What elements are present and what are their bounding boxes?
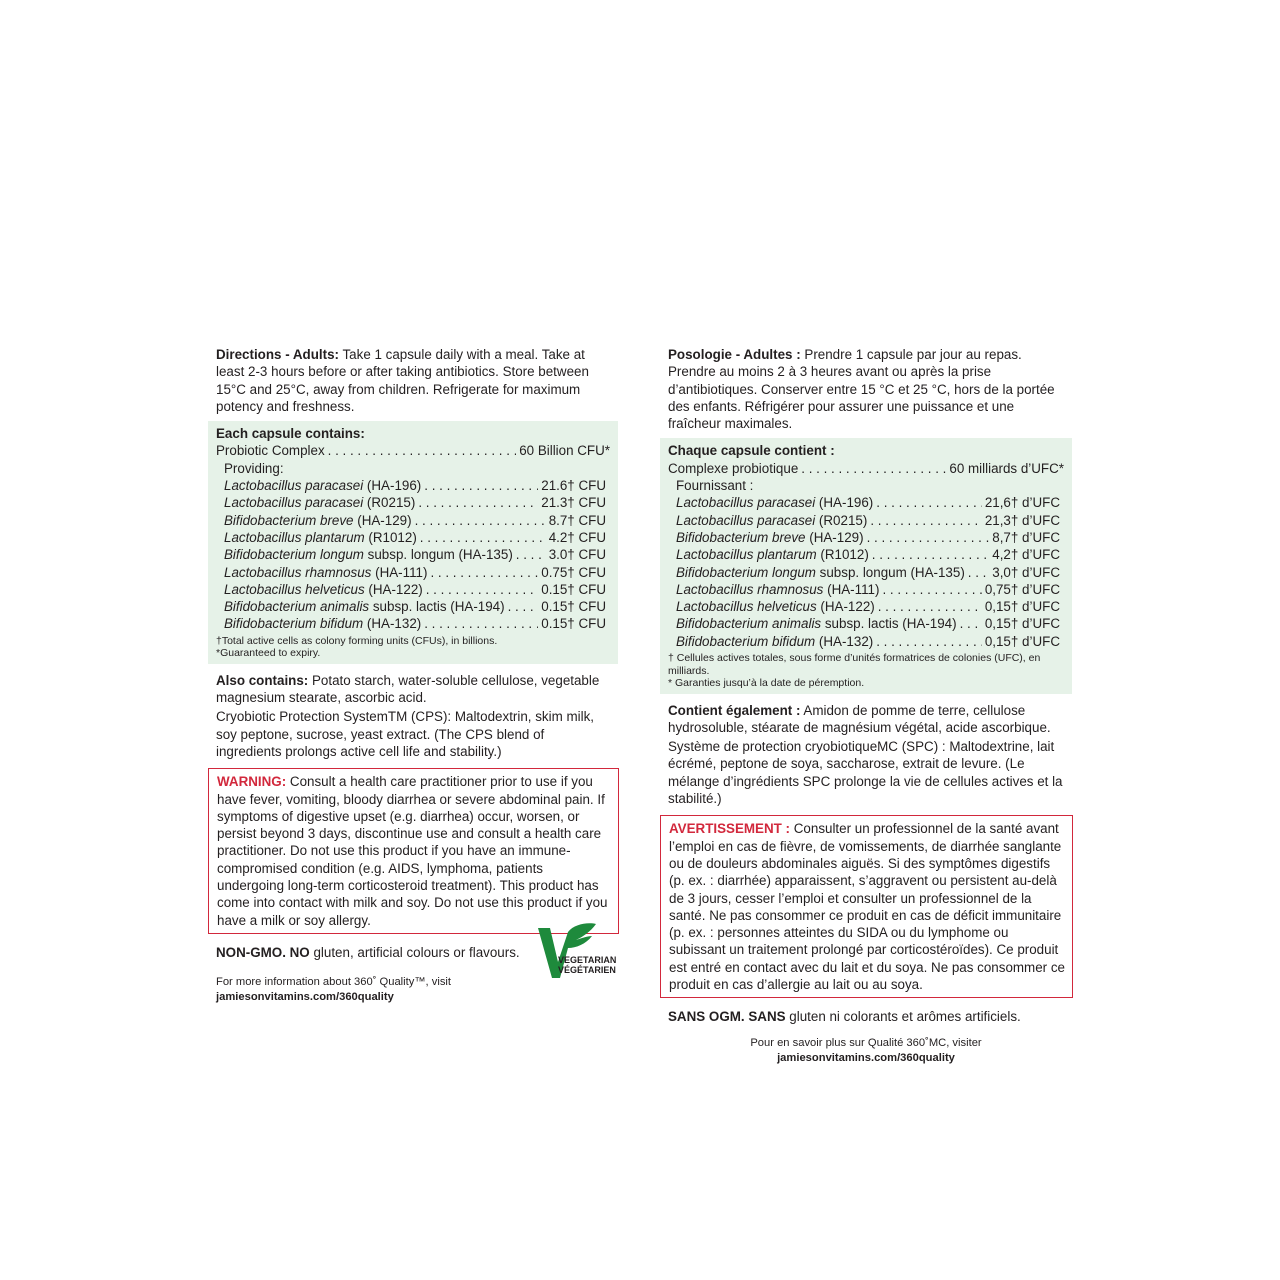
strain-row	[668, 512, 1064, 529]
posologie-text: Prendre 1 capsule par jour au repas. Prendre au moins 2 à 3 heures avant ou après la prise d’antibiotiques. Conserver entre 15 °C et 25 °C, hors de la portée des enfants. Réfrigérer pour assurer une puissance et une fraîcheur maximales.	[668, 347, 1055, 432]
capsule-contents-panel-fr	[660, 438, 1072, 693]
strain-species: Bifidobacterium breve	[224, 512, 354, 528]
more-info-fr	[668, 1036, 1064, 1066]
capsule-contents-panel	[208, 421, 618, 664]
strain-row	[216, 529, 610, 546]
warning-text: Consult a health care practitioner prior to use if you have fever, vomiting, bloody diarrhea or severe abdominal pain. If symptoms of digestive upset (e.g. diarrhea) occur, worsen, or persist beyond 3 days, discontinue use and consult a health care practitioner. Do not use this product if you have an immune-compromised condition (e.g. AIDS, lymphoma, patients undergoing long-term corticosteroid treatment). This product has come into contact with milk and soy. Do not use this product if you have a milk or soy allergy.	[217, 774, 608, 928]
complex-row-fr	[668, 460, 1064, 477]
strain-list	[216, 477, 610, 633]
strain-amount: 0.75† CFU	[541, 564, 606, 580]
complex-name: Probiotic Complex	[216, 443, 325, 459]
footnote-cfu: †Total active cells as colony forming units (CFUs), in billions.	[216, 634, 498, 647]
strain-species: Lactobacillus paracasei	[224, 478, 364, 494]
strain-code: (HA-122)	[816, 599, 875, 615]
strain-amount: 0,15† d’UFC	[984, 616, 1060, 632]
capsule-header: Each capsule contains:	[216, 426, 365, 442]
also-contains-paragraph	[216, 672, 610, 707]
strain-code: (R0215)	[363, 495, 416, 511]
directions-label: Directions - Adults:	[216, 347, 339, 362]
strain-species: Lactobacillus paracasei	[676, 495, 816, 511]
non-gmo-text-fr: gluten ni colorants et arômes artificiels.	[785, 1009, 1021, 1025]
strain-row	[216, 581, 610, 598]
strain-code: (HA-132)	[363, 616, 422, 632]
non-gmo-label: NON-GMO. NO	[216, 944, 310, 960]
strain-amount: 0.15† CFU	[541, 581, 606, 597]
posologie-paragraph	[668, 346, 1064, 432]
non-gmo-label-fr: SANS OGM. SANS	[668, 1009, 786, 1025]
strain-amount: 4,2† d’UFC	[992, 547, 1060, 563]
strain-row	[668, 546, 1064, 563]
complex-row	[216, 442, 610, 459]
strain-code: (HA-111)	[823, 581, 880, 597]
warning-box	[208, 768, 619, 934]
strain-species: Lactobacillus paracasei	[676, 512, 816, 528]
strain-amount: 8.7† CFU	[548, 512, 606, 528]
non-gmo-statement-fr	[668, 1008, 1064, 1025]
strain-species: Lactobacillus rhamnosus	[676, 581, 824, 597]
strain-row	[216, 512, 610, 529]
directions-paragraph	[216, 346, 610, 415]
more-info-text-fr: Pour en savoir plus sur Qualité 360˚MC, visiter	[750, 1036, 982, 1049]
strain-code: (R1012)	[816, 547, 869, 563]
strain-code: (HA-129)	[353, 512, 412, 528]
complex-amount: 60 Billion CFU*	[519, 443, 610, 459]
strain-code: (HA-132)	[815, 633, 874, 649]
strain-amount: 0,15† d’UFC	[984, 633, 1060, 649]
strain-row	[216, 615, 610, 632]
footnote-cfu-fr: † Cellules actives totales, sous forme d’unités formatrices de colonies (UFC), en milliards.	[668, 652, 1041, 677]
strain-species: Bifidobacterium animalis	[224, 599, 370, 615]
warning-label: WARNING:	[217, 774, 287, 790]
strain-amount: 8,7† d’UFC	[992, 529, 1060, 545]
directions-text: Take 1 capsule daily with a meal. Take at least 2-3 hours before or after taking antibiotics. Store between 15°C and 25°C, away from children. Refrigerate for maximum potency and freshness.	[216, 347, 589, 414]
footnote-expiry: *Guaranteed to expiry.	[216, 647, 321, 660]
strain-row	[216, 598, 610, 615]
strain-amount: 0,75† d’UFC	[984, 581, 1060, 597]
strain-code: (HA-196)	[363, 478, 422, 494]
strain-species: Lactobacillus plantarum	[676, 547, 817, 563]
providing-label-fr: Fournissant :	[676, 478, 754, 494]
strain-species: Lactobacillus rhamnosus	[224, 564, 372, 580]
strain-code: (HA-122)	[364, 581, 423, 597]
strain-row	[216, 546, 610, 563]
also-contains-text-fr: Amidon de pomme de terre, cellulose hydrosoluble, stéarate de magnésium végétal, acide ascorbique.	[668, 702, 1051, 735]
french-column	[668, 346, 1064, 1066]
posologie-label: Posologie - Adultes :	[668, 347, 801, 362]
providing-label: Providing:	[224, 460, 284, 476]
strain-code: subsp. lactis (HA-194)	[821, 616, 957, 632]
strain-amount: 3.0† CFU	[548, 547, 606, 563]
strain-code: (R0215)	[815, 512, 868, 528]
strain-row	[668, 615, 1064, 632]
complex-amount-fr: 60 milliards d’UFC*	[949, 460, 1064, 476]
vegetarian-logo-text: VEGETARIAN VÉGÉTARIEN	[558, 955, 617, 975]
strain-species: Bifidobacterium bifidum	[224, 616, 364, 632]
strain-species: Lactobacillus plantarum	[224, 529, 365, 545]
strain-species: Bifidobacterium animalis	[676, 616, 822, 632]
strain-species: Bifidobacterium longum	[676, 564, 816, 580]
strain-species: Bifidobacterium longum	[224, 547, 364, 563]
footnote-expiry-fr: * Garanties jusqu’à la date de péremption.	[668, 677, 865, 690]
strain-code: subsp. longum (HA-135)	[363, 547, 513, 563]
strain-row	[216, 564, 610, 581]
warning-label-fr: AVERTISSEMENT :	[669, 821, 791, 837]
strain-amount: 21.6† CFU	[541, 478, 606, 494]
strain-amount: 0,15† d’UFC	[984, 599, 1060, 615]
strain-amount: 0.15† CFU	[541, 599, 606, 615]
english-column	[216, 346, 610, 1005]
strain-row	[216, 477, 610, 494]
warning-box-fr	[660, 815, 1073, 998]
strain-amount: 0.15† CFU	[541, 616, 606, 632]
strain-amount: 21,3† d’UFC	[984, 512, 1060, 528]
complex-name-fr: Complexe probiotique	[668, 460, 799, 476]
more-info-url-fr[interactable]: jamiesonvitamins.com/360quality	[777, 1051, 955, 1064]
strain-amount: 4.2† CFU	[548, 529, 606, 545]
more-info-url[interactable]: jamiesonvitamins.com/360quality	[216, 991, 394, 1004]
strain-list-fr	[668, 494, 1064, 650]
non-gmo-text: gluten, artificial colours or flavours.	[309, 944, 520, 960]
strain-row	[668, 598, 1064, 615]
warning-text-fr: Consulter un professionnel de la santé avant l’emploi en cas de fièvre, de vomissements, de diarrhée sanglante ou de douleurs abdominales aiguës. Si des symptômes digestifs (p. ex. : diarrhée) apparaissent, s’aggravent ou persistent au-delà de 3 jours, cesser l’emploi et consulter un professionnel de la santé. Ne pas consommer ce produit en cas de déficit immunitaire (p. ex. : personnes atteintes du SIDA ou du lymphome ou subissant un traitement prolongé par corticostéroïdes). Ce produit est entré en contact avec du lait et du soya. Ne pas consommer ce produit en cas d’allergie au lait ou au soya.	[669, 821, 1065, 992]
strain-species: Lactobacillus helveticus	[224, 581, 365, 597]
strain-amount: 21,6† d’UFC	[984, 495, 1060, 511]
cps-paragraph-fr: Système de protection cryobiotiqueMC (SPC) : Maltodextrine, lait écrémé, peptone de soya, saccharose, extrait de levure. (Le mélange d’ingrédients SPC prolonge la vie de cellules actives et la stabilité.)	[668, 739, 1063, 807]
strain-code: (R1012)	[364, 529, 417, 545]
strain-code: subsp. longum (HA-135)	[815, 564, 965, 580]
more-info-text: For more information about 360˚ Quality™, visit	[216, 976, 452, 989]
also-contains-paragraph-fr	[668, 702, 1064, 737]
strain-code: (HA-129)	[805, 529, 864, 545]
strain-species: Bifidobacterium breve	[676, 529, 806, 545]
strain-code: (HA-111)	[371, 564, 428, 580]
strain-amount: 21.3† CFU	[541, 495, 606, 511]
capsule-header-fr: Chaque capsule contient :	[668, 443, 835, 459]
strain-species: Lactobacillus paracasei	[224, 495, 364, 511]
strain-row	[216, 494, 610, 511]
also-contains-label-fr: Contient également :	[668, 702, 801, 718]
strain-species: Lactobacillus helveticus	[676, 599, 817, 615]
strain-row	[668, 564, 1064, 581]
strain-row	[668, 494, 1064, 511]
strain-amount: 3,0† d’UFC	[992, 564, 1060, 580]
strain-row	[668, 633, 1064, 650]
strain-species: Bifidobacterium bifidum	[676, 633, 816, 649]
strain-code: (HA-196)	[815, 495, 874, 511]
strain-code: subsp. lactis (HA-194)	[369, 599, 505, 615]
also-contains-text: Potato starch, water-soluble cellulose, vegetable magnesium stearate, ascorbic acid.	[216, 672, 600, 706]
strain-row	[668, 529, 1064, 546]
strain-row	[668, 581, 1064, 598]
cps-paragraph: Cryobiotic Protection SystemTM (CPS): Maltodextrin, skim milk, soy peptone, sucrose, yeast extract. (The CPS blend of ingredients prolongs active cell life and stability.)	[216, 709, 594, 759]
also-contains-label: Also contains:	[216, 672, 309, 688]
